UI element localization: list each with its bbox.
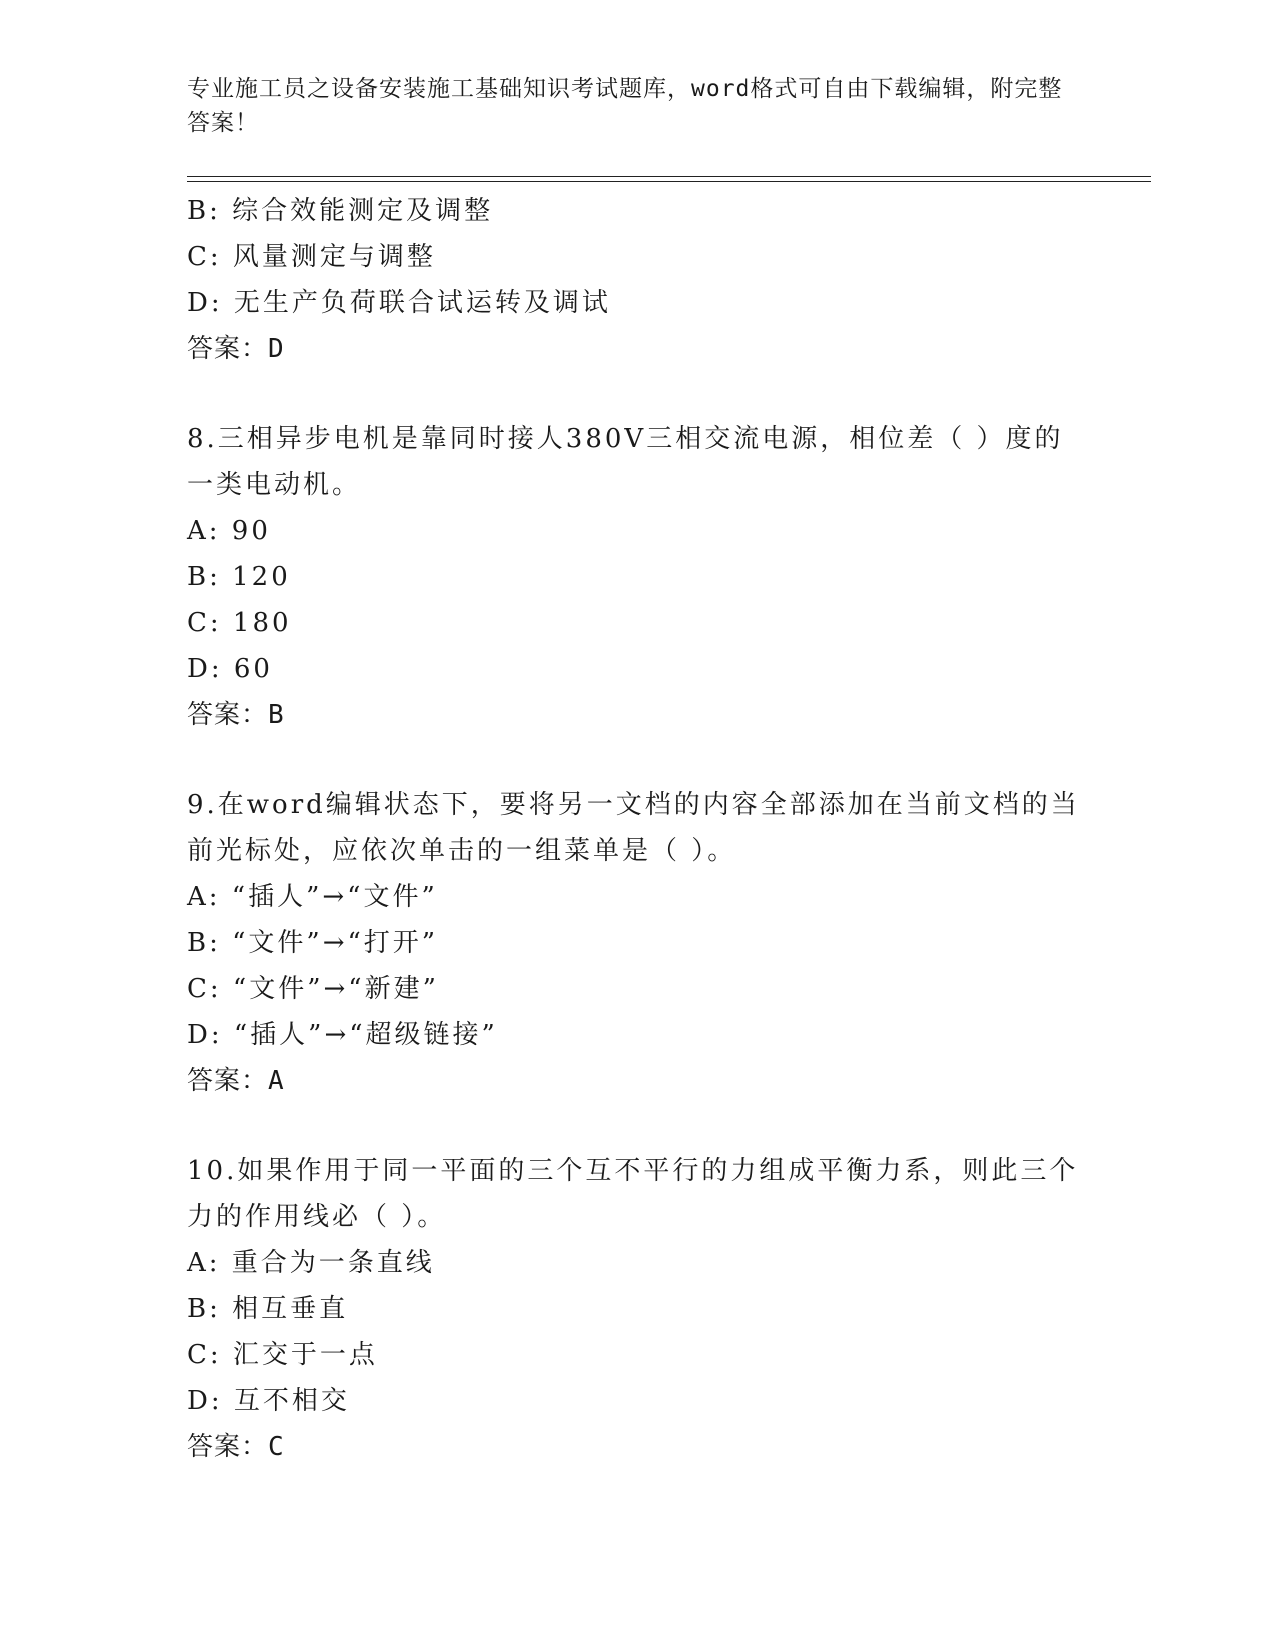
- header-divider-top: [187, 176, 1151, 177]
- question-9: [187, 782, 1087, 1104]
- answer-line: 答案：C: [187, 1432, 285, 1462]
- option-d: D: “插人”→“超级链接”: [187, 1020, 498, 1050]
- question-stem-cont: 力的作用线必（ ）。: [187, 1202, 447, 1232]
- answer-line: 答案：B: [187, 700, 285, 730]
- answer-line: 答案：D: [187, 334, 285, 364]
- question-7-continuation: [187, 188, 1087, 372]
- option-b: B: 综合效能测定及调整: [187, 196, 494, 226]
- question-stem-cont: 前光标处，应依次单击的一组菜单是（ ）。: [187, 836, 737, 866]
- header-divider-bottom: [187, 181, 1151, 182]
- document-header: 专业施工员之设备安装施工基础知识考试题库，word格式可自由下载编辑，附完整答案！: [187, 76, 1063, 136]
- option-c: C: 180: [187, 608, 292, 638]
- option-b: B: 相互垂直: [187, 1294, 349, 1324]
- option-c: C: 风量测定与调整: [187, 242, 436, 272]
- option-d: D: 无生产负荷联合试运转及调试: [187, 288, 611, 318]
- question-list: [187, 188, 1087, 1470]
- question-stem: 9.在word编辑状态下，要将另一文档的内容全部添加在当前文档的当: [187, 790, 1080, 820]
- question-10: [187, 1148, 1087, 1470]
- question-stem: 10.如果作用于同一平面的三个互不平行的力组成平衡力系，则此三个: [187, 1156, 1079, 1186]
- answer-line: 答案：A: [187, 1066, 285, 1096]
- option-b: B: “文件”→“打开”: [187, 928, 439, 958]
- option-d: D: 60: [187, 654, 273, 684]
- option-a: A: 90: [187, 516, 271, 546]
- option-a: A: 重合为一条直线: [187, 1248, 435, 1278]
- question-stem-cont: 一类电动机。: [187, 470, 362, 500]
- option-d: D: 互不相交: [187, 1386, 350, 1416]
- option-c: C: 汇交于一点: [187, 1340, 378, 1370]
- option-b: B: 120: [187, 562, 291, 592]
- question-8: [187, 416, 1087, 738]
- option-c: C: “文件”→“新建”: [187, 974, 439, 1004]
- option-a: A: “插人”→“文件”: [187, 882, 438, 912]
- question-stem: 8.三相异步电机是靠同时接人380V三相交流电源，相位差（ ）度的: [187, 424, 1064, 454]
